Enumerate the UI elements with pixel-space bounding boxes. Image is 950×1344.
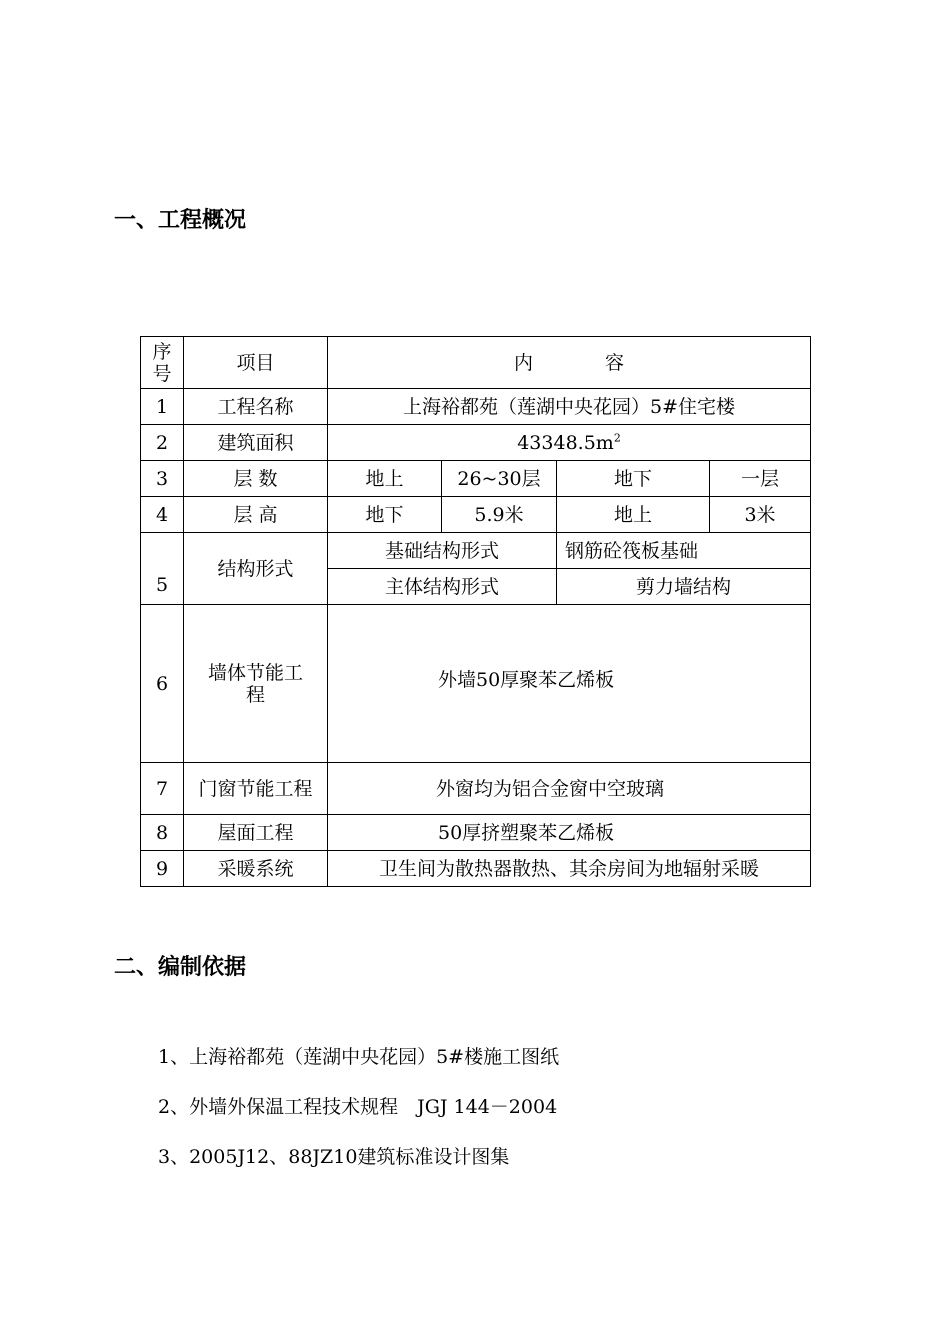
row-cell: 26~30层 (442, 461, 557, 497)
row-no: 5 (141, 533, 184, 605)
row-cell: 地下 (557, 461, 710, 497)
row-no: 7 (141, 763, 184, 815)
row-no: 3 (141, 461, 184, 497)
row-item: 屋面工程 (184, 815, 328, 851)
list-item: 2、外墙外保温工程技术规程 JGJ 144－2004 (158, 1096, 558, 1118)
row-sub-value: 钢筋砼筏板基础 (557, 533, 811, 569)
section-title-overview: 一、工程概况 (114, 208, 247, 233)
list-item: 3、2005J12、88JZ10建筑标准设计图集 (158, 1146, 510, 1168)
row-item: 建筑面积 (184, 425, 328, 461)
row-cell: 3米 (710, 497, 811, 533)
row-item: 门窗节能工程 (184, 763, 328, 815)
table-row (141, 605, 811, 763)
header-content: 内 容 (328, 337, 811, 389)
row-sub-value: 剪力墙结构 (557, 569, 811, 605)
row-no: 8 (141, 815, 184, 851)
table-row (141, 461, 811, 497)
section-title-basis: 二、编制依据 (114, 955, 247, 980)
table-row (141, 389, 811, 425)
table-row (141, 425, 811, 461)
row-no: 4 (141, 497, 184, 533)
row-value: $43348.5m^2$ (328, 425, 811, 461)
row-cell: 5.9米 (442, 497, 557, 533)
list-item: 1、上海裕都苑（莲湖中央花园）5#楼施工图纸 (158, 1046, 560, 1068)
row-no: 6 (141, 605, 184, 763)
row-value: 外墙50厚聚苯乙烯板 (328, 605, 811, 763)
row-item: 结构形式 (184, 533, 328, 605)
row-no: 9 (141, 851, 184, 887)
reference-list (158, 1042, 559, 1192)
row-item: 工程名称 (184, 389, 328, 425)
row-cell: 地下 (328, 497, 442, 533)
table-row (141, 763, 811, 815)
row-item: 采暖系统 (184, 851, 328, 887)
table-row (141, 497, 811, 533)
row-sub-label: 基础结构形式 (328, 533, 557, 569)
row-value: 上海裕都苑（莲湖中央花园）5#住宅楼 (328, 389, 811, 425)
row-item: 墙体节能工程 (184, 605, 328, 763)
row-no: 1 (141, 389, 184, 425)
row-no: 2 (141, 425, 184, 461)
row-item: 层 数 (184, 461, 328, 497)
row-cell: 地上 (328, 461, 442, 497)
row-value: 50厚挤塑聚苯乙烯板 (328, 815, 811, 851)
table-header-row (141, 337, 811, 389)
row-sub-label: 主体结构形式 (328, 569, 557, 605)
table-row (141, 851, 811, 887)
table-row (141, 533, 811, 569)
row-cell: 地上 (557, 497, 710, 533)
header-item: 项目 (184, 337, 328, 389)
table-row (141, 815, 811, 851)
row-item: 层 高 (184, 497, 328, 533)
header-no: 序号 (141, 337, 184, 389)
row-cell: 一层 (710, 461, 811, 497)
row-value: 卫生间为散热器散热、其余房间为地辐射采暖 (328, 851, 811, 887)
row-value: 外窗均为铝合金窗中空玻璃 (328, 763, 811, 815)
project-overview-table (140, 336, 811, 887)
